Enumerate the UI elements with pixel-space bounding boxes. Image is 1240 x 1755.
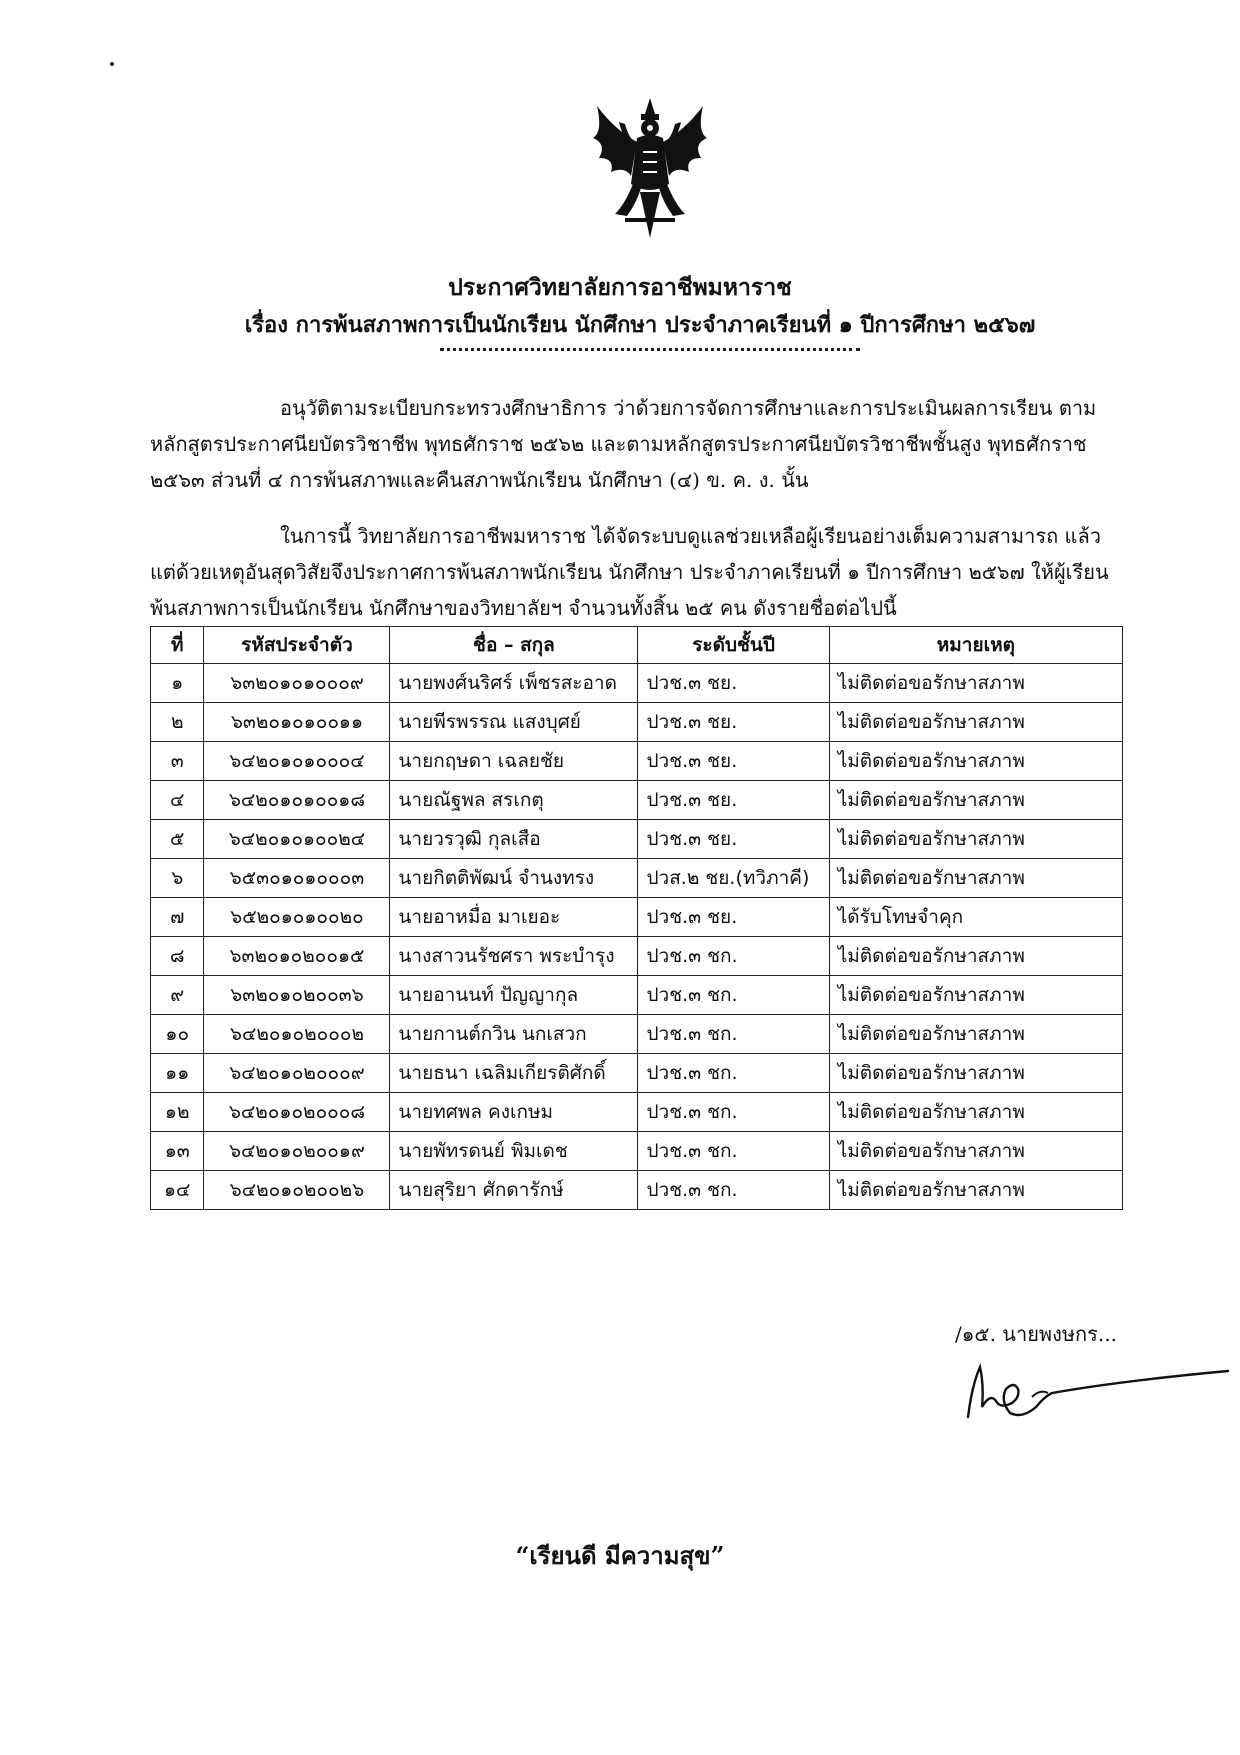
- cell-level: ปวช.๓ ชก.: [638, 937, 829, 976]
- cell-level: ปวช.๓ ชย.: [638, 820, 829, 859]
- header-level: ระดับชั้นปี: [638, 627, 829, 664]
- cell-note: ไม่ติดต่อขอรักษาสภาพ: [829, 781, 1122, 820]
- paragraph-announcement: [150, 518, 1125, 626]
- cell-name: นายกฤษดา เฉลยชัย: [390, 742, 638, 781]
- cell-note: ไม่ติดต่อขอรักษาสภาพ: [829, 859, 1122, 898]
- school-slogan: “เรียนดี มีความสุข”: [515, 1541, 725, 1570]
- table-header-row: [151, 627, 1123, 664]
- cell-student-id: ๖๕๒๐๑๐๑๐๐๒๐: [204, 898, 390, 937]
- cell-no: ๑๑: [151, 1054, 204, 1093]
- table-row: [151, 781, 1123, 820]
- cell-student-id: ๖๔๒๐๑๐๑๐๐๐๔: [204, 742, 390, 781]
- cell-student-id: ๖๓๒๐๑๐๑๐๐๐๙: [204, 664, 390, 703]
- cell-level: ปวช.๓ ชก.: [638, 1093, 829, 1132]
- cell-student-id: ๖๔๒๐๑๐๒๐๐๐๒: [204, 1015, 390, 1054]
- cell-student-id: ๖๔๒๐๑๐๒๐๐๒๖: [204, 1171, 390, 1210]
- cell-note: ได้รับโทษจำคุก: [829, 898, 1122, 937]
- table-row: [151, 898, 1123, 937]
- scan-speck: [110, 62, 114, 66]
- table-row: [151, 1093, 1123, 1132]
- cell-student-id: ๖๕๓๐๑๐๑๐๐๐๓: [204, 859, 390, 898]
- cell-student-id: ๖๓๒๐๑๐๒๐๐๑๕: [204, 937, 390, 976]
- header-name: ชื่อ – สกุล: [390, 627, 638, 664]
- cell-student-id: ๖๔๒๐๑๐๑๐๐๑๘: [204, 781, 390, 820]
- table-row: [151, 859, 1123, 898]
- cell-note: ไม่ติดต่อขอรักษาสภาพ: [829, 1171, 1122, 1210]
- cell-no: ๕: [151, 820, 204, 859]
- cell-level: ปวช.๓ ชก.: [638, 1171, 829, 1210]
- cell-no: ๘: [151, 937, 204, 976]
- cell-student-id: ๖๔๒๐๑๐๒๐๐๐๘: [204, 1093, 390, 1132]
- garuda-emblem-icon: [585, 92, 715, 242]
- cell-name: นายอานนท์ ปัญญากุล: [390, 976, 638, 1015]
- table-row: [151, 664, 1123, 703]
- cell-note: ไม่ติดต่อขอรักษาสภาพ: [829, 976, 1122, 1015]
- cell-name: นายพงศ์นริศร์ เพ็ชรสะอาด: [390, 664, 638, 703]
- cell-student-id: ๖๔๒๐๑๐๒๐๐๑๙: [204, 1132, 390, 1171]
- cell-student-id: ๖๓๒๐๑๐๑๐๐๑๑: [204, 703, 390, 742]
- table-row: [151, 1054, 1123, 1093]
- cell-no: ๒: [151, 703, 204, 742]
- table-row: [151, 1015, 1123, 1054]
- cell-name: นายกานต์กวิน นกเสวก: [390, 1015, 638, 1054]
- cell-level: ปวช.๓ ชก.: [638, 1054, 829, 1093]
- cell-level: ปวช.๓ ชย.: [638, 703, 829, 742]
- paragraph-announcement-text: ในการนี้ วิทยาลัยการอาชีพมหาราช ได้จัดระบบดูแลช่วยเหลือผู้เรียนอย่างเต็มความสามารถ แล้วแต่ด้วยเหตุอันสุดวิสัยจึงประกาศการพ้นสภาพนักเรียน นักศึกษา ประจำภาคเรียนที่ ๑ ปีการศึกษา ๒๕๖๗ ให้ผู้เรียนพ้นสภาพการเป็นนักเรียน นักศึกษาของวิทยาลัยฯ จำนวนทั้งสิ้น ๒๕ คน ดังรายชื่อต่อไปนี้: [150, 524, 1109, 620]
- paragraph-regulation: [150, 390, 1125, 498]
- table-row: [151, 703, 1123, 742]
- cell-level: ปวช.๓ ชก.: [638, 1132, 829, 1171]
- cell-name: นายธนา เฉลิมเกียรติศักดิ์: [390, 1054, 638, 1093]
- cell-no: ๖: [151, 859, 204, 898]
- table-row: [151, 976, 1123, 1015]
- cell-note: ไม่ติดต่อขอรักษาสภาพ: [829, 703, 1122, 742]
- table-row: [151, 820, 1123, 859]
- cell-level: ปวช.๓ ชก.: [638, 1015, 829, 1054]
- announcement-title: ประกาศวิทยาลัยการอาชีพมหาราช: [448, 274, 792, 301]
- cell-level: ปวช.๓ ชย.: [638, 781, 829, 820]
- table-row: [151, 742, 1123, 781]
- cell-note: ไม่ติดต่อขอรักษาสภาพ: [829, 1093, 1122, 1132]
- cell-level: ปวส.๒ ชย.(ทวิภาคี): [638, 859, 829, 898]
- cell-note: ไม่ติดต่อขอรักษาสภาพ: [829, 820, 1122, 859]
- cell-name: นายพีรพรรณ แสงบุศย์: [390, 703, 638, 742]
- cell-name: นายอาหมื่อ มาเยอะ: [390, 898, 638, 937]
- cell-no: ๑๔: [151, 1171, 204, 1210]
- cell-name: นายวรวุฒิ กุลเสือ: [390, 820, 638, 859]
- cell-name: นายกิตติพัฒน์ จำนงทรง: [390, 859, 638, 898]
- cell-name: นางสาวนรัชศรา พระบำรุง: [390, 937, 638, 976]
- dotted-divider: [440, 348, 860, 351]
- header-note: หมายเหตุ: [829, 627, 1122, 664]
- cell-no: ๓: [151, 742, 204, 781]
- cell-name: นายพัทรดนย์ พิมเดช: [390, 1132, 638, 1171]
- cell-no: ๑๒: [151, 1093, 204, 1132]
- cell-name: นายณัฐพล สรเกตุ: [390, 781, 638, 820]
- cell-name: นายทศพล คงเกษม: [390, 1093, 638, 1132]
- cell-note: ไม่ติดต่อขอรักษาสภาพ: [829, 937, 1122, 976]
- cell-note: ไม่ติดต่อขอรักษาสภาพ: [829, 1054, 1122, 1093]
- cell-no: ๗: [151, 898, 204, 937]
- cell-student-id: ๖๓๒๐๑๐๒๐๐๓๖: [204, 976, 390, 1015]
- student-table: [150, 626, 1123, 1210]
- cell-no: ๙: [151, 976, 204, 1015]
- cell-note: ไม่ติดต่อขอรักษาสภาพ: [829, 742, 1122, 781]
- handwritten-signature-icon: [940, 1345, 1230, 1425]
- cell-no: ๑: [151, 664, 204, 703]
- cell-level: ปวช.๓ ชย.: [638, 742, 829, 781]
- table-row: [151, 937, 1123, 976]
- cell-no: ๑๐: [151, 1015, 204, 1054]
- table-row: [151, 1132, 1123, 1171]
- cell-name: นายสุริยา ศักดารักษ์: [390, 1171, 638, 1210]
- paragraph-regulation-text: อนุวัติตามระเบียบกระทรวงศึกษาธิการ ว่าด้วยการจัดการศึกษาและการประเมินผลการเรียน ตามหลักสูตรประกาศนียบัตรวิชาชีพ พุทธศักราช ๒๕๖๒ และตามหลักสูตรประกาศนียบัตรวิชาชีพชั้นสูง พุทธศักราช ๒๕๖๓ ส่วนที่ ๔ การพ้นสภาพและคืนสภาพนักเรียน นักศึกษา (๔) ข. ค. ง. นั้น: [150, 396, 1097, 492]
- cell-student-id: ๖๔๒๐๑๐๒๐๐๐๙: [204, 1054, 390, 1093]
- cell-level: ปวช.๓ ชย.: [638, 898, 829, 937]
- cell-level: ปวช.๓ ชก.: [638, 976, 829, 1015]
- header-student-id: รหัสประจำตัว: [204, 627, 390, 664]
- header-no: ที่: [151, 627, 204, 664]
- table-row: [151, 1171, 1123, 1210]
- cell-student-id: ๖๔๒๐๑๐๑๐๐๒๔: [204, 820, 390, 859]
- cell-no: ๔: [151, 781, 204, 820]
- cell-note: ไม่ติดต่อขอรักษาสภาพ: [829, 1132, 1122, 1171]
- cell-note: ไม่ติดต่อขอรักษาสภาพ: [829, 664, 1122, 703]
- continued-marker: /๑๕. นายพงษกร...: [955, 1322, 1117, 1346]
- cell-note: ไม่ติดต่อขอรักษาสภาพ: [829, 1015, 1122, 1054]
- cell-level: ปวช.๓ ชย.: [638, 664, 829, 703]
- cell-no: ๑๓: [151, 1132, 204, 1171]
- announcement-subject: เรื่อง การพ้นสภาพการเป็นนักเรียน นักศึกษา ประจำภาคเรียนที่ ๑ ปีการศึกษา ๒๕๖๗: [244, 312, 1036, 338]
